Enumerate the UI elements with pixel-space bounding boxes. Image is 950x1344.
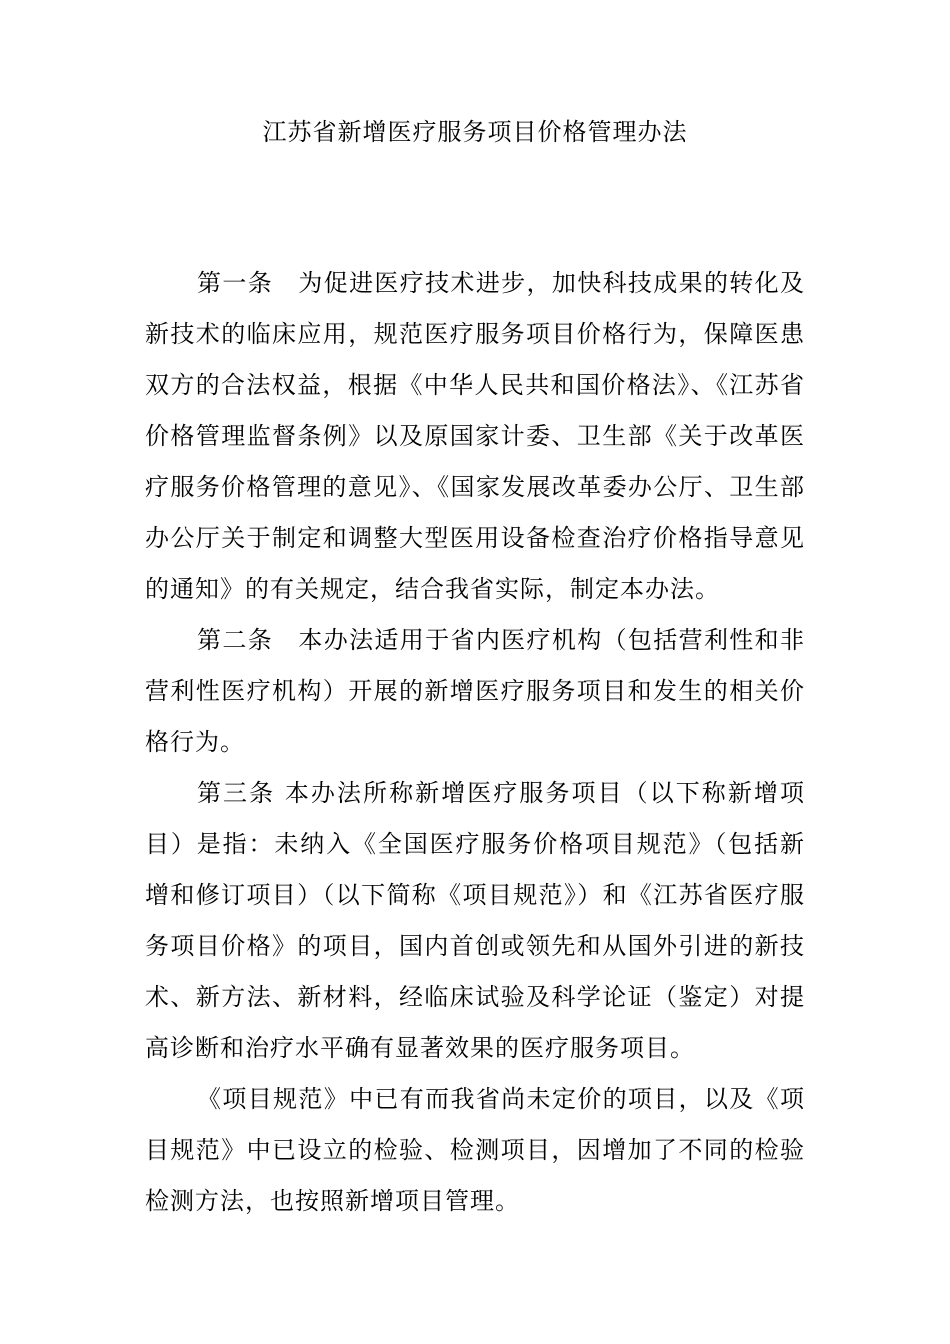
document-body <box>145 258 805 1227</box>
article-3-paragraph: 第三条 本办法所称新增医疗服务项目（以下称新增项目）是指：未纳入《全国医疗服务价格项目规范》（包括新增和修订项目）（以下简称《项目规范》）和《江苏省医疗服务项目价格》的项目，国内首创或领先和从国外引进的新技术、新方法、新材料，经临床试验及科学论证（鉴定）对提高诊断和治疗水平确有显著效果的医疗服务项目。 <box>145 779 805 1062</box>
article-2-paragraph: 第二条 本办法适用于省内医疗机构（包括营利性和非营利性医疗机构）开展的新增医疗服务项目和发生的相关价格行为。 <box>145 626 805 756</box>
article-1-paragraph: 第一条 为促进医疗技术进步，加快科技成果的转化及新技术的临床应用，规范医疗服务项目价格行为，保障医患双方的合法权益，根据《中华人民共和国价格法》、《江苏省价格管理监督条例》以及原国家计委、卫生部《关于改革医疗服务价格管理的意见》、《国家发展改革委办公厅、卫生部办公厅关于制定和调整大型医用设备检查治疗价格指导意见的通知》的有关规定，结合我省实际，制定本办法。 <box>145 269 805 603</box>
article-3-supplement-paragraph: 《项目规范》中已有而我省尚未定价的项目，以及《项目规范》中已设立的检验、检测项目，因增加了不同的检验检测方法，也按照新增项目管理。 <box>145 1085 805 1215</box>
document-title: 江苏省新增医疗服务项目价格管理办法 <box>262 118 688 146</box>
